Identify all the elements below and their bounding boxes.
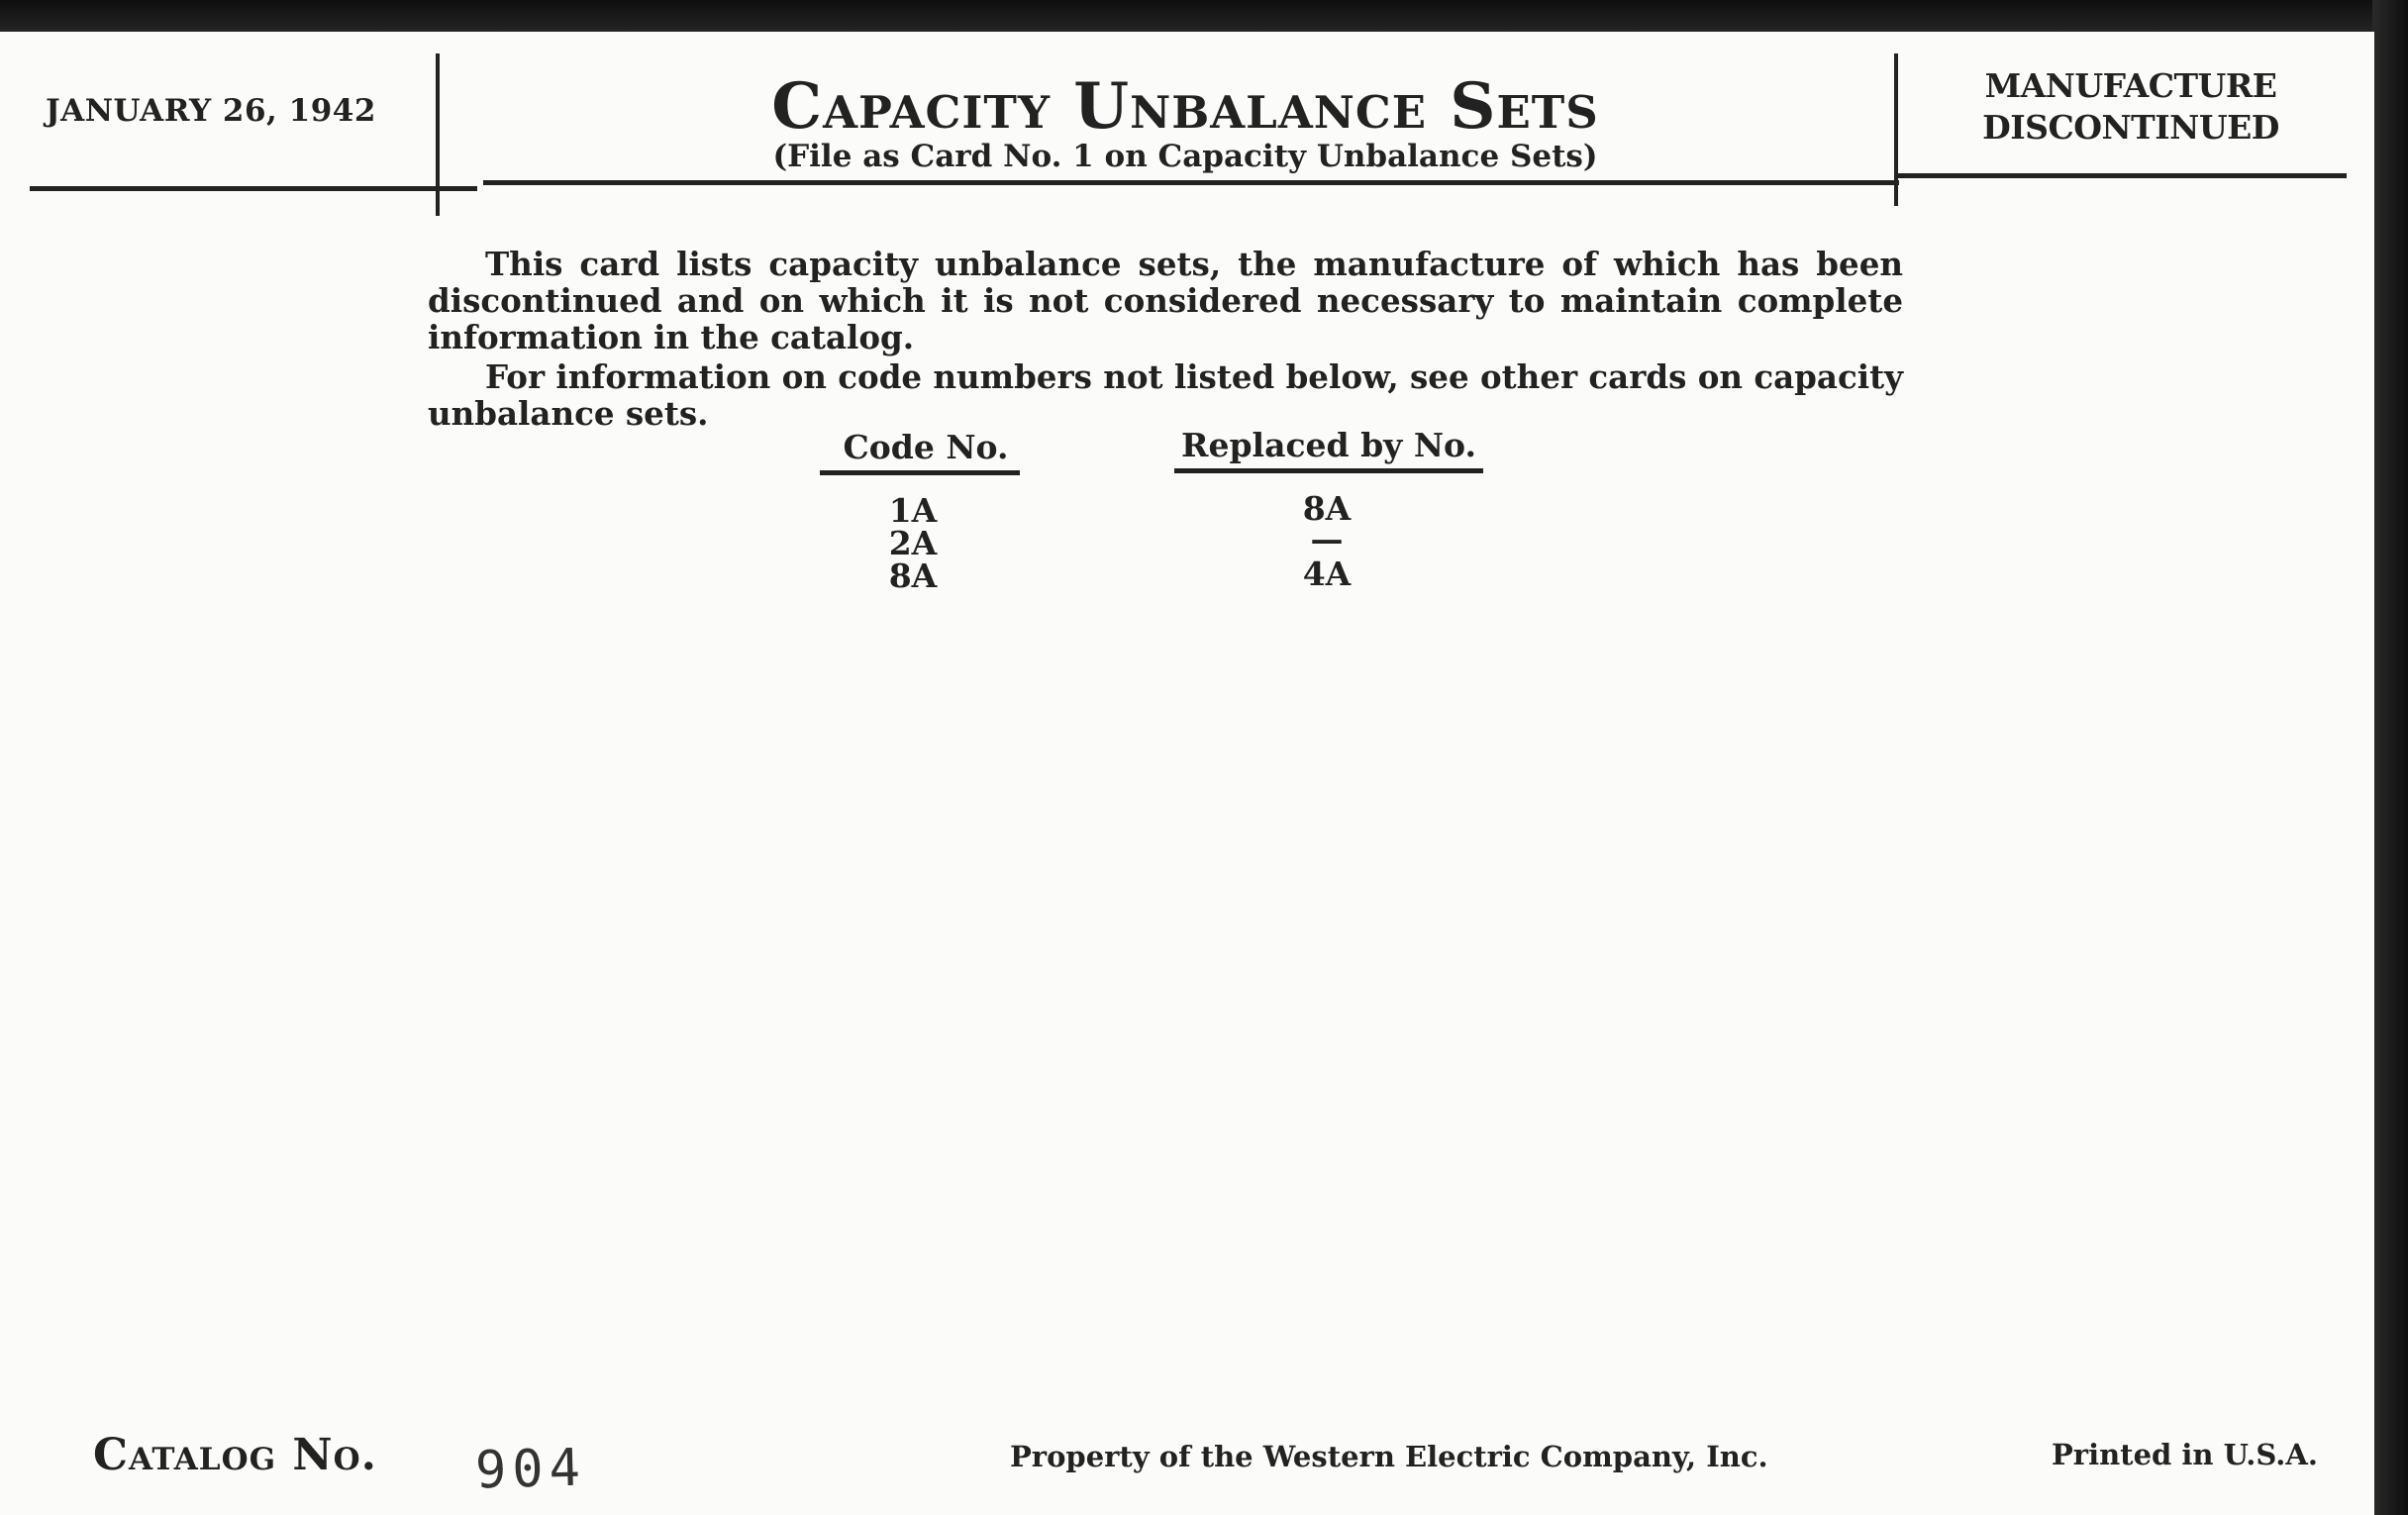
table-header-code-rule xyxy=(820,470,1020,475)
description-paragraph-1: This card lists capacity unbalance sets, the manufacture of which has been discontinued and on which it is not considered necessary to maintain complete information in the catalog. xyxy=(428,245,1903,356)
header-rule-left xyxy=(30,186,477,191)
card-title: Capacity Unbalance Sets xyxy=(771,69,1599,144)
catalog-number-handwritten: 904 xyxy=(474,1438,587,1501)
status-line-1: MANUFACTURE xyxy=(1984,66,2277,105)
printed-notice: Printed in U.S.A. xyxy=(2052,1438,2318,1471)
table-cell-replaced: — xyxy=(1310,520,1344,558)
table-header-replaced-rule xyxy=(1174,468,1483,473)
header-rule-center xyxy=(483,180,1899,185)
catalog-card xyxy=(0,32,2374,1515)
header-rule-right xyxy=(1894,173,2347,178)
scanner-edge-right xyxy=(2372,0,2408,1515)
card-date: JANUARY 26, 1942 xyxy=(46,93,376,129)
table-cell-replaced: 4A xyxy=(1302,555,1352,593)
description-paragraph-2: For information on code numbers not listed below, see other cards on capacity unbalance sets. xyxy=(428,357,1903,433)
catalog-label: Catalog No. xyxy=(93,1430,377,1480)
scanner-edge-top xyxy=(0,0,2408,34)
header-divider-left xyxy=(436,53,440,216)
table-cell-code: 1A xyxy=(888,491,938,530)
table-header-replaced: Replaced by No. xyxy=(1181,426,1476,464)
table-cell-code: 8A xyxy=(888,556,938,595)
table-header-code: Code No. xyxy=(843,428,1009,466)
table-cell-code: 2A xyxy=(888,524,938,562)
table-cell-replaced: 8A xyxy=(1302,489,1352,528)
status-line-2: DISCONTINUED xyxy=(1982,108,2279,147)
card-description xyxy=(428,246,1903,432)
property-notice: Property of the Western Electric Company, Inc. xyxy=(1010,1440,1768,1473)
card-subtitle: (File as Card No. 1 on Capacity Unbalance Sets) xyxy=(772,139,1598,174)
status-label xyxy=(1913,65,2349,149)
